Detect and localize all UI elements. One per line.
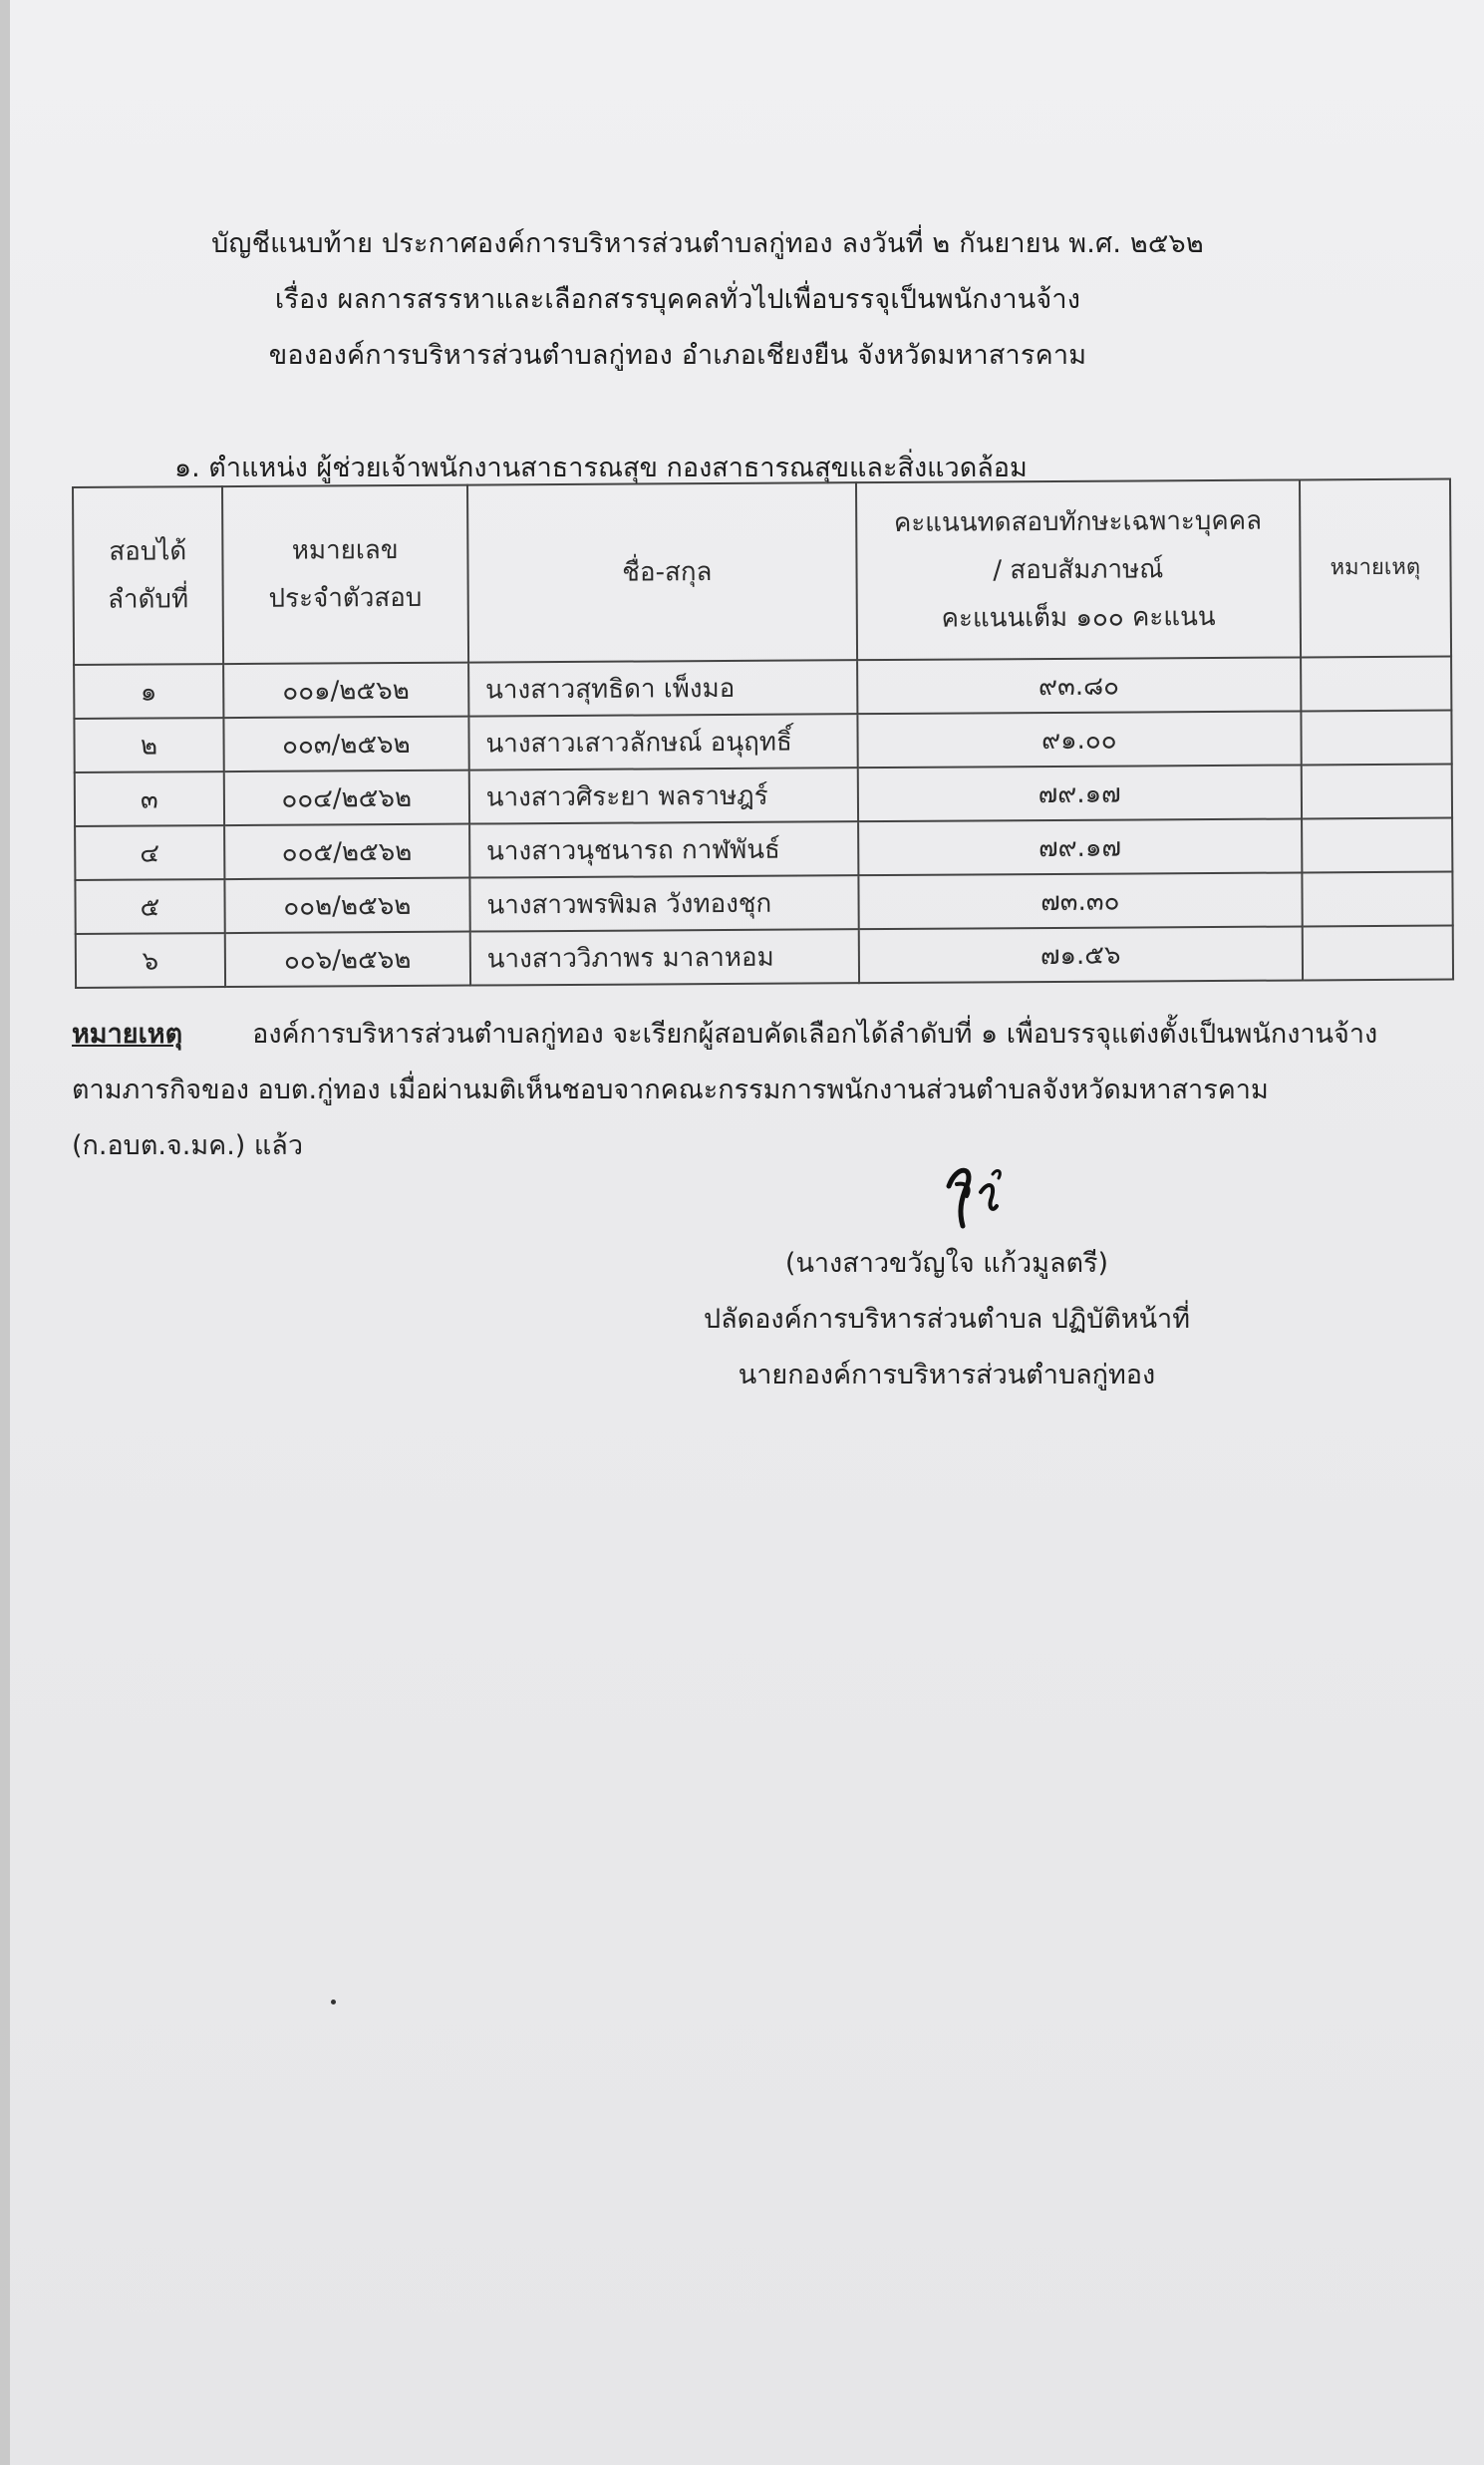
- cell-name: นางสาวสุทธิดา เพ็งมอ: [468, 660, 857, 716]
- cell-remark: [1301, 711, 1452, 766]
- cell-score: ๗๙.๑๗: [858, 765, 1302, 821]
- cell-remark: [1301, 657, 1452, 712]
- table-header-row: [73, 479, 1451, 665]
- cell-rank: ๑: [74, 664, 223, 719]
- cell-score: ๙๓.๘๐: [857, 657, 1301, 714]
- table-row: [76, 926, 1453, 988]
- document-page: [10, 0, 1484, 2465]
- cell-exam-id: ๐๐๔/๒๕๖๒: [224, 770, 469, 826]
- table-row: [75, 872, 1452, 934]
- signatory-title-1: ปลัดองค์การบริหารส่วนตำบล ปฏิบัติหน้าที่: [703, 1304, 1190, 1335]
- cell-exam-id: ๐๐๒/๒๕๖๒: [224, 878, 469, 934]
- header-score-line3: คะแนนเต็ม ๑๐๐ คะแนน: [941, 601, 1216, 634]
- ink-dot: [331, 2000, 336, 2004]
- document-heading-line-3: ขององค์การบริหารส่วนตำบลกู่ทอง อำเภอเชียงยืน จังหวัดมหาสารคาม: [268, 340, 1087, 371]
- header-score-line1: คะแนนทดสอบทักษะเฉพาะบุคคล: [893, 505, 1263, 538]
- results-table: [72, 478, 1454, 989]
- document-heading-line-2: เรื่อง ผลการสรรหาและเลือกสรรบุคคลทั่วไปเพื่อบรรจุเป็นพนักงานจ้าง: [274, 284, 1081, 315]
- cell-remark: [1302, 872, 1453, 927]
- cell-remark: [1302, 926, 1453, 981]
- header-score: [856, 479, 1301, 660]
- header-name: ชื่อ-สกุล: [467, 482, 857, 662]
- cell-remark: [1302, 818, 1453, 873]
- cell-rank: ๓: [75, 771, 224, 826]
- header-exam-id: [222, 485, 468, 664]
- signatory-block: [638, 1236, 1256, 1403]
- remark-label: หมายเหตุ: [72, 1019, 183, 1050]
- header-remark: หมายเหตุ: [1300, 479, 1451, 658]
- handwritten-signature: [937, 1156, 1017, 1236]
- cell-exam-id: ๐๐๕/๒๕๖๒: [224, 824, 469, 880]
- cell-name: นางสาวนุชนารถ กาฬพันธ์: [469, 821, 858, 877]
- table-row: [74, 657, 1451, 719]
- cell-name: นางสาวเสาวลักษณ์ อนุฤทธิ์: [468, 714, 857, 770]
- cell-score: ๗๓.๓๐: [858, 872, 1302, 929]
- header-rank-line2: ลำดับที่: [107, 584, 189, 615]
- header-id-line1: หมายเลข: [291, 535, 399, 566]
- cell-score: ๗๑.๕๖: [859, 926, 1303, 983]
- cell-name: นางสาววิภาพร มาลาหอม: [470, 929, 859, 985]
- cell-exam-id: ๐๐๖/๒๕๖๒: [225, 932, 470, 988]
- cell-exam-id: ๐๐๓/๒๕๖๒: [223, 717, 468, 772]
- cell-name: นางสาวพรพิมล วังทองชุก: [469, 875, 858, 931]
- cell-remark: [1301, 765, 1452, 819]
- header-rank: [73, 486, 223, 665]
- signatory-title-2: นายกองค์การบริหารส่วนตำบลกู่ทอง: [738, 1360, 1156, 1390]
- cell-rank: ๒: [74, 718, 223, 772]
- cell-score: ๙๑.๐๐: [857, 711, 1301, 768]
- header-score-line2: / สอบสัมภาษณ์: [993, 554, 1164, 586]
- table-row: [75, 818, 1452, 880]
- cell-rank: ๔: [75, 825, 224, 880]
- signatory-name: (นางสาวขวัญใจ แก้วมูลตรี): [784, 1248, 1109, 1279]
- table-row: [74, 711, 1451, 772]
- cell-name: นางสาวศิระยา พลราษฎร์: [469, 768, 858, 823]
- document-heading-line-1: บัญชีแนบท้าย ประกาศองค์การบริหารส่วนตำบลกู่ทอง ลงวันที่ ๒ กันยายน พ.ศ. ๒๕๖๒: [211, 228, 1204, 259]
- header-rank-line1: สอบได้: [109, 536, 187, 567]
- remark-text: องค์การบริหารส่วนตำบลกู่ทอง จะเรียกผู้สอบคัดเลือกได้ลำดับที่ ๑ เพื่อบรรจุแต่งตั้งเป็นพนักงานจ้างตามภารกิจของ อบต.กู่ทอง เมื่อผ่านมติเห็นชอบจากคณะกรรมการพนักงานส่วนตำบลจังหวัดมหาสารคาม (ก.อบต.จ.มค.) แล้ว: [72, 1019, 1378, 1161]
- table-row: [75, 765, 1452, 826]
- position-title: ๑. ตำแหน่ง ผู้ช่วยเจ้าพนักงานสาธารณสุข กองสาธารณสุขและสิ่งแวดล้อม: [174, 453, 1028, 483]
- cell-score: ๗๙.๑๗: [858, 818, 1302, 875]
- cell-exam-id: ๐๐๑/๒๕๖๒: [223, 663, 468, 719]
- cell-rank: ๖: [76, 933, 225, 988]
- header-id-line2: ประจำตัวสอบ: [268, 582, 423, 614]
- cell-rank: ๕: [75, 879, 224, 934]
- remark-paragraph: [72, 1007, 1407, 1174]
